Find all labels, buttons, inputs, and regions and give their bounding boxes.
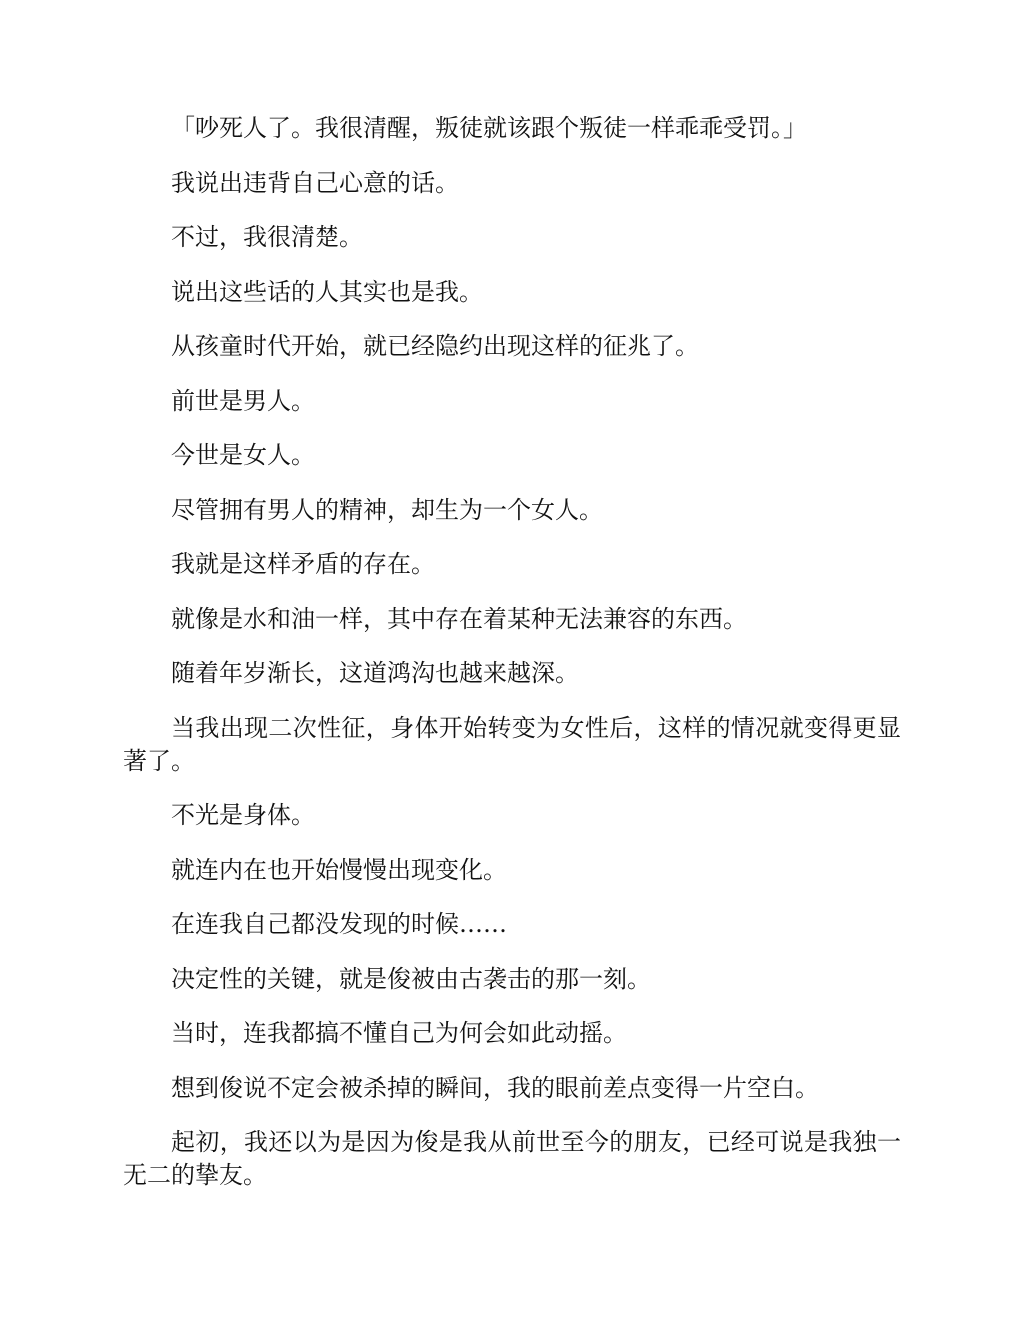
paragraph: 不过，我很清楚。 bbox=[171, 223, 363, 251]
paragraph: 尽管拥有男人的精神，却生为一个女人。 bbox=[171, 495, 603, 524]
paragraph: 说出这些话的人其实也是我。 bbox=[171, 277, 483, 306]
paragraph: 在连我自己都没发现的时候…… bbox=[171, 910, 507, 938]
paragraph: 「吵死人了。我很清醒，叛徒就该跟个叛徒一样乖乖受罚。」 bbox=[171, 114, 807, 142]
paragraph: 想到俊说不定会被杀掉的瞬间，我的眼前差点变得一片空白。 bbox=[171, 1073, 819, 1102]
paragraph: 就连内在也开始慢慢出现变化。 bbox=[171, 855, 507, 884]
paragraph: 当时，连我都搞不懂自己为何会如此动摇。 bbox=[171, 1019, 627, 1047]
document-page bbox=[123, 112, 901, 1214]
paragraph: 决定性的关键，就是俊被由古袭击的那一刻。 bbox=[171, 964, 651, 993]
paragraph: 前世是男人。 bbox=[171, 386, 315, 415]
paragraph: 就像是水和油一样，其中存在着某种无法兼容的东西。 bbox=[171, 604, 747, 633]
paragraph: 随着年岁渐长，这道鸿沟也越来越深。 bbox=[171, 659, 579, 687]
paragraph: 我就是这样矛盾的存在。 bbox=[171, 550, 435, 578]
paragraph: 不光是身体。 bbox=[171, 801, 315, 829]
paragraph: 起初，我还以为是因为俊是我从前世至今的朋友，已经可说是我独一无二的挚友。 bbox=[123, 1128, 901, 1189]
paragraph: 我说出违背自己心意的话。 bbox=[171, 168, 459, 197]
paragraph: 当我出现二次性征，身体开始转变为女性后，这样的情况就变得更显著了。 bbox=[123, 713, 901, 775]
paragraph: 从孩童时代开始，就已经隐约出现这样的征兆了。 bbox=[171, 332, 699, 360]
paragraph: 今世是女人。 bbox=[171, 441, 315, 469]
